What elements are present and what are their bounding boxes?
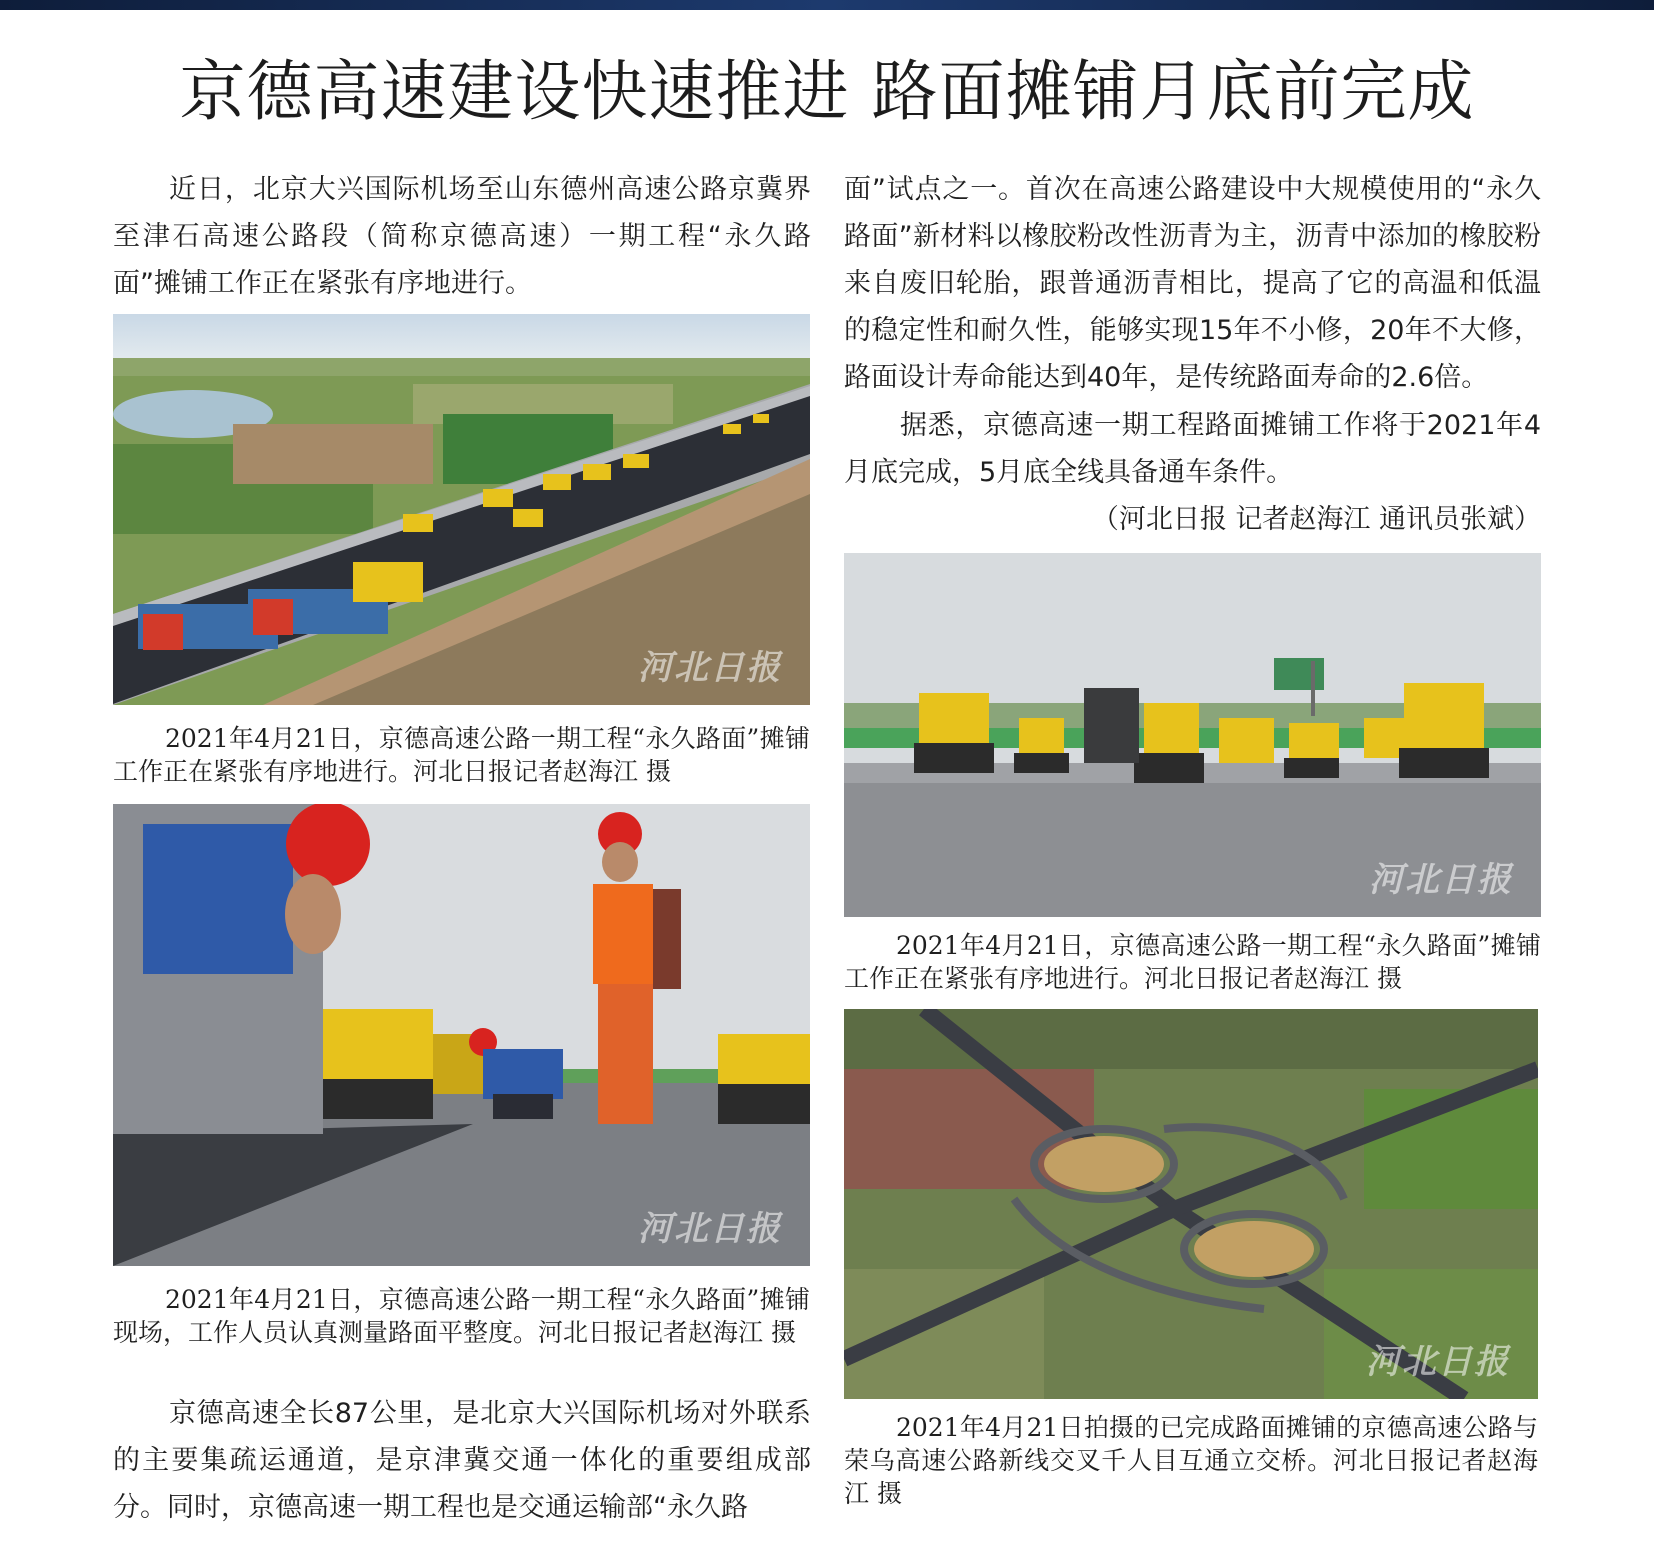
photo-caption: 2021年4月21日，京德高速公路一期工程“永久路面”摊铺工作正在紧张有序地进行。河北日报记者赵海江 摄: [844, 931, 1541, 993]
article-paragraph-intro: 近日，北京大兴国际机场至山东德州高速公路京冀界至津石高速公路段（简称京德高速）一期工程“永久路面”摊铺工作正在紧张有序地进行。: [113, 174, 811, 299]
photo-watermark: 河北日报: [1366, 1342, 1510, 1382]
photo-aerial-paving: [113, 314, 810, 705]
photo-caption: 2021年4月21日，京德高速公路一期工程“永久路面”摊铺现场，工作人员认真测量路面平整度。河北日报记者赵海江 摄: [113, 1285, 810, 1347]
photo-interchange-aerial: [844, 1009, 1538, 1399]
photo-rollers-front: [844, 553, 1541, 917]
photo-workers-measuring: [113, 804, 810, 1266]
photo-watermark: 河北日报: [638, 1209, 782, 1249]
photo-watermark: 河北日报: [1369, 860, 1513, 900]
article-headline: 京德高速建设快速推进 路面摊铺月底前完成: [179, 53, 1475, 130]
top-banner-bar: [0, 0, 1654, 10]
workers-illustration: [113, 804, 810, 1266]
article-byline: （河北日报 记者赵海江 通讯员张斌）: [1091, 504, 1541, 535]
article-paragraph-schedule: 据悉，京德高速一期工程路面摊铺工作将于2021年4月底完成，5月底全线具备通车条件。: [844, 410, 1541, 488]
photo-caption: 2021年4月21日，京德高速公路一期工程“永久路面”摊铺工作正在紧张有序地进行。河北日报记者赵海江 摄: [113, 724, 810, 786]
article-paragraph-materials: 面”试点之一。首次在高速公路建设中大规模使用的“永久路面”新材料以橡胶粉改性沥青为主，沥青中添加的橡胶粉来自废旧轮胎，跟普通沥青相比，提高了它的高温和低温的稳定性和耐久性，能够实现15年不小修，20年不大修，路面设计寿命能达到40年，是传统路面寿命的2.6倍。: [844, 174, 1541, 393]
photo-caption: 2021年4月21日拍摄的已完成路面摊铺的京德高速公路与荣乌高速公路新线交叉千人目互通立交桥。河北日报记者赵海江 摄: [844, 1413, 1538, 1508]
photo-watermark: 河北日报: [638, 648, 782, 688]
article-paragraph-length: 京德高速全长87公里，是北京大兴国际机场对外联系的主要集疏运通道，是京津冀交通一体化的重要组成部分。同时，京德高速一期工程也是交通运输部“永久路: [113, 1398, 811, 1523]
